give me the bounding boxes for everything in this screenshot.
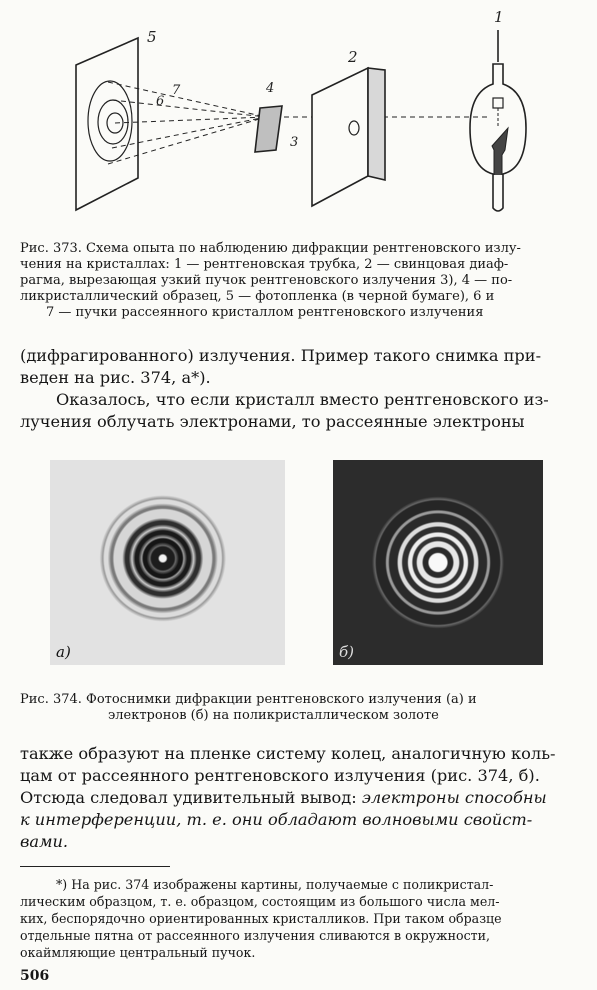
- photo-label-a: а): [56, 643, 71, 661]
- body-paragraph-top: [20, 345, 585, 433]
- photo-xray-diffraction: [50, 460, 285, 665]
- figure-373-caption: [20, 241, 585, 321]
- photo-electron-diffraction: [333, 460, 543, 665]
- label-3: 3: [290, 135, 299, 150]
- body-line: веден на рис. 374, а*).: [20, 368, 211, 387]
- caption-line: Рис. 374. Фотоснимки дифракции рентгеновского излучения (а) и: [20, 692, 477, 707]
- xray-tube: [470, 64, 526, 211]
- footnote-line: окаймляющие центральный пучок.: [20, 945, 256, 960]
- footnote-line: отдельные пятна от рассеянного излучения сливаются в окружности,: [20, 928, 491, 943]
- label-4: 4: [266, 81, 275, 96]
- body-paragraph-bottom: [20, 743, 585, 853]
- label-1: 1: [494, 8, 504, 26]
- caption-line: ликристаллический образец, 5 — фотопленка (в черной бумаге), 6 и: [20, 289, 495, 304]
- italic-conclusion: к интерференции, т. е. они обладают волновыми свойст-: [20, 810, 533, 829]
- caption-line: рагма, вырезающая узкий пучок рентгеновского излучения 3), 4 — по-: [20, 273, 513, 288]
- footnote: [20, 876, 585, 961]
- italic-conclusion: электроны способны: [361, 788, 547, 807]
- figure-374-caption: [20, 692, 585, 724]
- figure-373-diagram: [0, 0, 597, 235]
- body-line: [20, 809, 585, 831]
- caption-line: Рис. 373. Схема опыта по наблюдению дифракции рентгеновского излу-: [20, 241, 521, 256]
- footnote-line: лическим образцом, т. е. образцом, состоящим из большого числа мел-: [20, 894, 500, 909]
- photo-label-b: б): [339, 643, 355, 661]
- body-line: Оказалось, что если кристалл вместо рентгеновского из-: [56, 390, 549, 409]
- label-5: 5: [147, 28, 157, 46]
- body-line: [20, 787, 585, 809]
- body-line: [20, 831, 585, 853]
- italic-conclusion: вами.: [20, 832, 69, 851]
- body-line: цам от рассеянного рентгеновского излучения (рис. 374, б).: [20, 766, 540, 785]
- caption-line: чения на кристаллах: 1 — рентгеновская трубка, 2 — свинцовая диаф-: [20, 257, 509, 272]
- body-line: (дифрагированного) излучения. Пример такого снимка при-: [20, 346, 542, 365]
- footnote-line: ких, беспорядочно ориентированных кристалликов. При таком образце: [20, 911, 502, 926]
- body-line: также образуют на пленке систему колец, аналогичную коль-: [20, 744, 556, 763]
- film-rings: [88, 81, 132, 161]
- label-6: 6: [156, 94, 165, 109]
- crystal-sample: [255, 106, 282, 152]
- caption-line: 7 — пучки рассеянного кристаллом рентгеновского излучения: [46, 305, 484, 320]
- label-2: 2: [348, 48, 358, 66]
- footnote-line: *) На рис. 374 изображены картины, получаемые с поликристал-: [56, 877, 494, 892]
- scattered-beams: [108, 82, 490, 164]
- lead-diaphragm: [312, 68, 368, 206]
- caption-line: электронов (б) на поликристаллическом золоте: [108, 708, 439, 723]
- label-7: 7: [172, 83, 181, 98]
- body-line: лучения облучать электронами, то рассеянные электроны: [20, 412, 525, 431]
- page-number: 506: [20, 968, 50, 984]
- footnote-divider: [20, 866, 170, 867]
- body-text: Отсюда следовал удивительный вывод:: [20, 788, 362, 807]
